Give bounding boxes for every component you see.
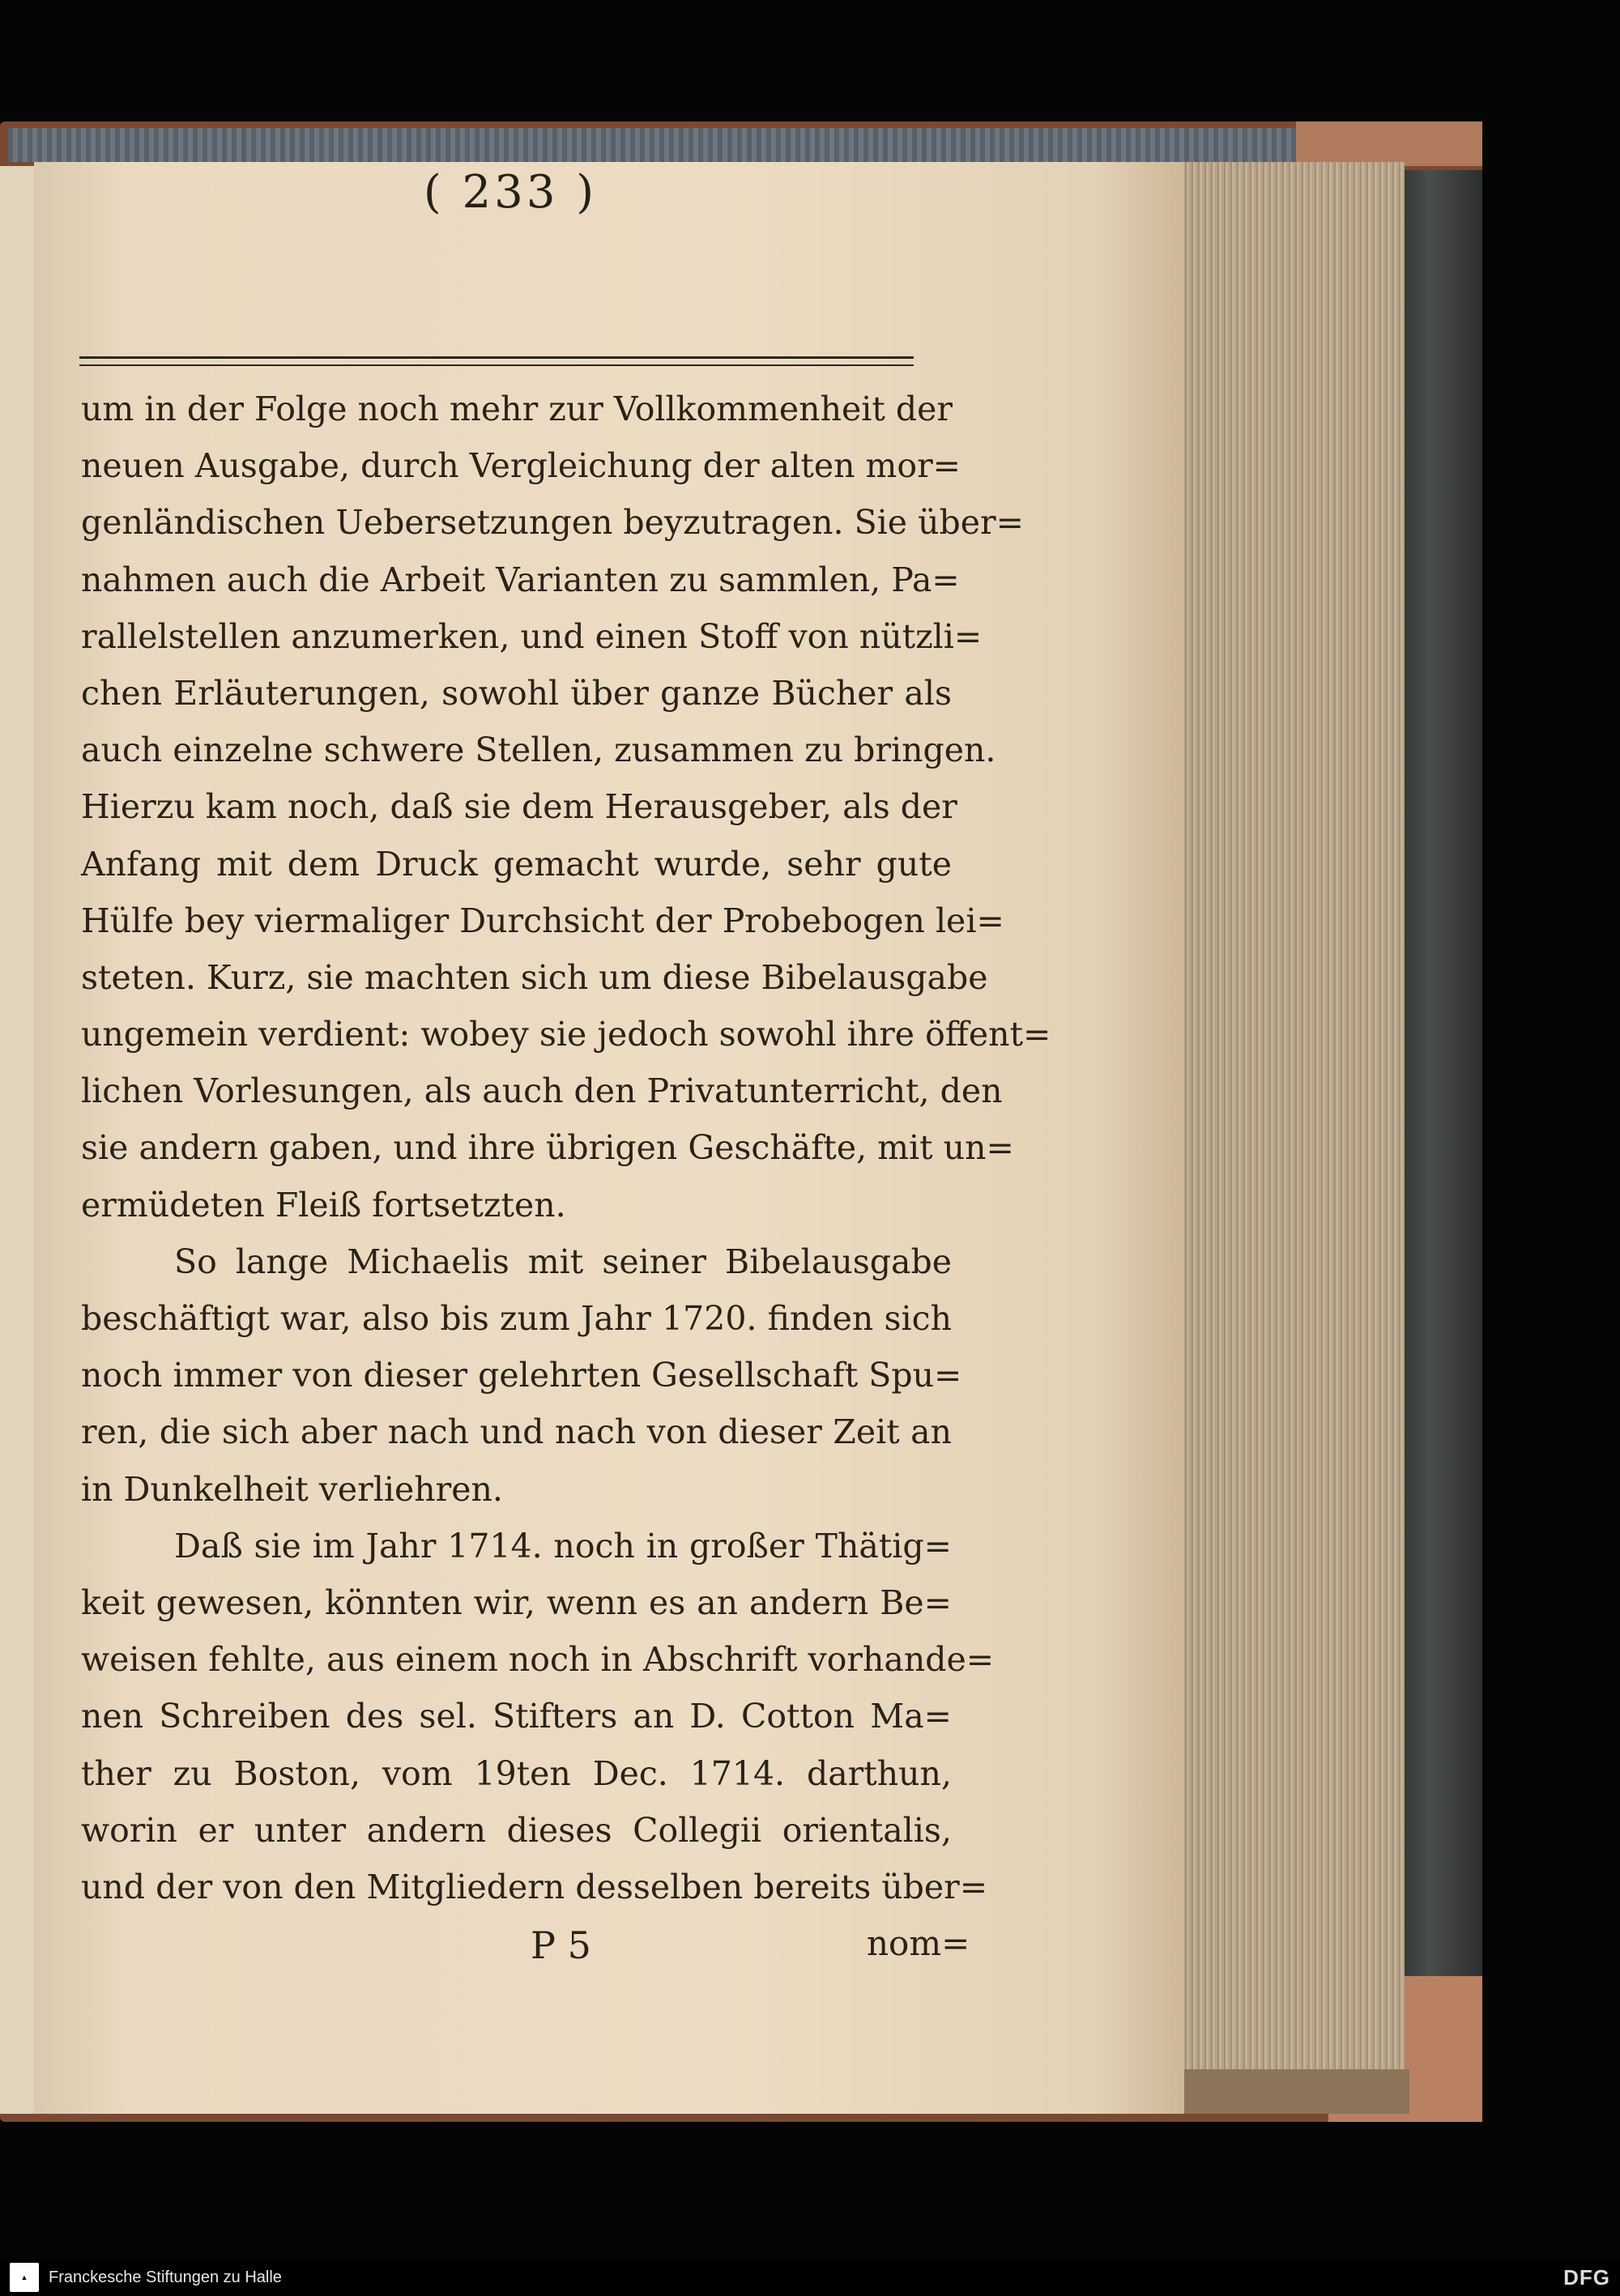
text-line: genländischen Uebersetzungen beyzutragen. Sie über= [81, 503, 1024, 543]
page-fore-edge-bottom [1166, 2069, 1409, 2114]
text-line: neuen Ausgabe, durch Vergleichung der alten mor= [81, 446, 961, 486]
text-line: auch einzelne schwere Stellen, zusammen zu bringen. [81, 731, 996, 770]
institution-name: Franckesche Stiftungen zu Halle [49, 2268, 282, 2286]
text-line: ren, die sich aber nach und nach von dieser Zeit an [81, 1412, 952, 1452]
text-line: noch immer von dieser gelehrten Gesellschaft Spu= [81, 1356, 962, 1395]
page-header: ( 233 ) [423, 166, 598, 219]
text-line: sie andern gaben, und ihre übrigen Geschäfte, mit un= [81, 1128, 1014, 1168]
text-line: ther zu Boston, vom 19ten Dec. 1714. darthun, [81, 1753, 952, 1793]
catchword: nom= [867, 1923, 970, 1963]
text-line: Anfang mit dem Druck gemacht wurde, sehr gute [81, 844, 952, 884]
viewer-footer [0, 2260, 1620, 2296]
text-line: nen Schreiben des sel. Stifters an D. Cotton Ma= [81, 1697, 952, 1736]
text-line: Daß sie im Jahr 1714. noch in großer Thätig= [174, 1526, 952, 1565]
text-line: weisen fehlte, aus einem noch in Abschrift vorhande= [81, 1640, 995, 1680]
facing-page-edge [0, 166, 36, 2114]
page-fore-edge [1166, 162, 1405, 2073]
text-line: Hierzu kam noch, daß sie dem Herausgeber, als der [81, 787, 957, 827]
dfg-logo: DFG [1563, 2265, 1610, 2290]
text-line: und der von den Mitgliedern desselben bereits über= [81, 1867, 988, 1906]
text-line: keit gewesen, könnten wir, wenn es an andern Be= [81, 1582, 952, 1622]
leather-corner-top [1296, 121, 1482, 166]
cover-board-right [1393, 170, 1482, 2017]
text-line: chen Erläuterungen, sowohl über ganze Bücher als [81, 673, 952, 713]
text-line: lichen Vorlesungen, als auch den Privatunterricht, den [81, 1071, 1003, 1111]
text-line: nahmen auch die Arbeit Varianten zu sammlen, Pa= [81, 560, 960, 599]
text-line: um in der Folge noch mehr zur Vollkommenheit der [81, 390, 953, 428]
text-line: steten. Kurz, sie machten sich um diese Bibelausgabe [81, 957, 988, 997]
text-line: beschäftigt war, also bis zum Jahr 1720. finden sich [81, 1299, 952, 1338]
page-body [81, 381, 1051, 1915]
signature-mark: P 5 [531, 1923, 591, 1967]
header-rule [79, 356, 914, 366]
text-line: Hülfe bey viermaliger Durchsicht der Probebogen lei= [81, 901, 1004, 940]
text-line: ermüdeten Fleiß fortsetzten. [81, 1185, 566, 1225]
cover-cloth-top [8, 128, 1304, 162]
institution-logo-icon: ▲ [10, 2263, 39, 2292]
text-line: in Dunkelheit verliehren. [81, 1469, 503, 1509]
text-line: So lange Michaelis mit seiner Bibelausgabe [174, 1242, 952, 1281]
text-line: worin er unter andern dieses Collegii orientalis, [81, 1810, 952, 1850]
text-line: rallelstellen anzumerken, und einen Stoff von nützli= [81, 616, 983, 656]
text-line: ungemein verdient: wobey sie jedoch sowohl ihre öffent= [81, 1015, 1051, 1054]
